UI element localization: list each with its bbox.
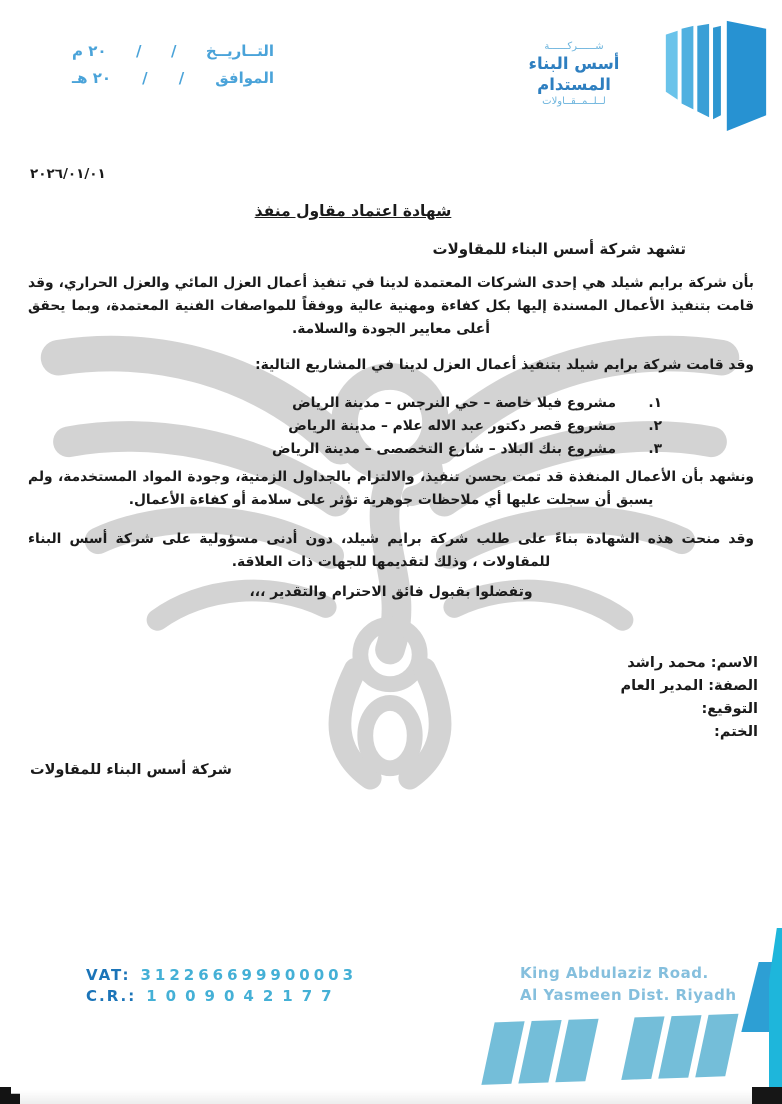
photo-bottom-shadow — [0, 1090, 782, 1104]
hijri-date-row — [72, 69, 274, 87]
letterhead-date-block — [72, 42, 274, 96]
company-logo — [494, 14, 774, 134]
decorative-slashes-icon — [487, 1013, 751, 1088]
salutation-line: تشهد شركة أسس البناء للمقاولات — [432, 240, 686, 258]
list-item — [272, 415, 662, 438]
signature-stamp-line: الختم: — [714, 724, 758, 740]
list-item-number: ٣. — [648, 441, 662, 457]
list-item-text: مشروع بنك البلاد – شارع التخصصى – مدينة الرياض — [272, 441, 616, 457]
gregorian-date-row — [72, 42, 274, 60]
list-item-text: مشروع فيلا خاصة – حي النرجس – مدينة الرياض — [292, 395, 616, 411]
photo-corner-bottom-right — [752, 1087, 782, 1104]
signature-role-line: الصفة: المدير العام — [620, 678, 758, 694]
list-item-number: ٢. — [648, 418, 662, 434]
hijri-year-suffix: ٢٠ هـ — [72, 69, 112, 87]
closing-line: وتفضلوا بقبول فائق الاحترام والتقدير ،،، — [249, 584, 533, 600]
projects-intro-line: وقد قامت شركة برايم شيلد بتنفيذ أعمال العزل لدينا في المشاريع التالية: — [255, 357, 754, 373]
address-line-1: King Abdulaziz Road. — [520, 964, 709, 982]
list-item — [272, 392, 662, 415]
body-paragraph-3: وقد منحت هذه الشهادة بناءً على طلب شركة برايم شيلد، دون أدنى مسؤولية على شركة أسس البناء للمقاولات ، وذلك لتقديمها للجهات ذات العلاقة. — [28, 531, 754, 570]
vat-number: 312266699900003 — [140, 966, 358, 984]
cr-number: 1009042177 — [146, 987, 341, 1005]
body-paragraph-2: ونشهد بأن الأعمال المنفذة قد تمت بحسن تنفيذ، والالتزام بالجداول الزمنية، وجودة المواد المستخدمة، ولم يسبق أن سجلت عليها أي ملاحظات جوهرية تؤثر على سلامة أو كفاءة الأعمال. — [28, 469, 754, 508]
registration-numbers-block — [86, 966, 357, 1008]
signature-name-line: الاسم: محمد راشد — [627, 655, 758, 671]
company-signoff: شركة أسس البناء للمقاولات — [30, 762, 232, 778]
document-date: ٢٠٢٦/٠١/٠١ — [30, 166, 106, 182]
date-slash: / — [178, 69, 185, 87]
signature-sign-line: التوقيع: — [701, 701, 758, 717]
date-slash: / — [170, 42, 177, 60]
company-logo-icon — [656, 14, 774, 134]
list-item-number: ١. — [648, 395, 662, 411]
signature-block — [621, 652, 758, 744]
logo-company-name: أسس البناء المستدام — [528, 54, 620, 94]
address-line-2: Al Yasmeen Dist. Riyadh — [520, 986, 737, 1004]
cr-label: C.R.: — [86, 987, 137, 1005]
date-year-suffix: ٢٠ م — [72, 42, 107, 60]
company-address — [520, 962, 737, 1006]
date-slash: / — [136, 42, 142, 60]
projects-list — [272, 392, 662, 461]
logo-word-top: شــــــركــــــة — [544, 41, 604, 52]
hijri-label: الموافق — [215, 69, 274, 87]
cr-row — [86, 987, 357, 1005]
vat-row — [86, 966, 357, 984]
date-slash: / — [142, 69, 148, 87]
logo-word-bottom: لــلــمــقــاولات — [542, 96, 606, 107]
company-logo-text — [494, 40, 654, 108]
certificate-title: شهادة اعتماد مقاول منفذ — [254, 202, 452, 220]
body-paragraph-1: بأن شركة برايم شيلد هي إحدى الشركات المعتمدة لدينا في تنفيذ أعمال العزل المائي والعزل الحراري، وقد قامت بتنفيذ الأعمال المسندة إليها بكل كفاءة ومهنية عالية ووفقاً للمواصفات الفنية المعتمدة، وبما يحقق أعلى معايير الجودة والسلامة. — [28, 275, 754, 337]
date-label: التــاريــخ — [205, 42, 274, 60]
list-item — [272, 438, 662, 461]
vat-label: VAT: — [86, 966, 131, 984]
list-item-text: مشروع قصر دكتور عبد الاله علام – مدينة الرياض — [288, 418, 616, 434]
